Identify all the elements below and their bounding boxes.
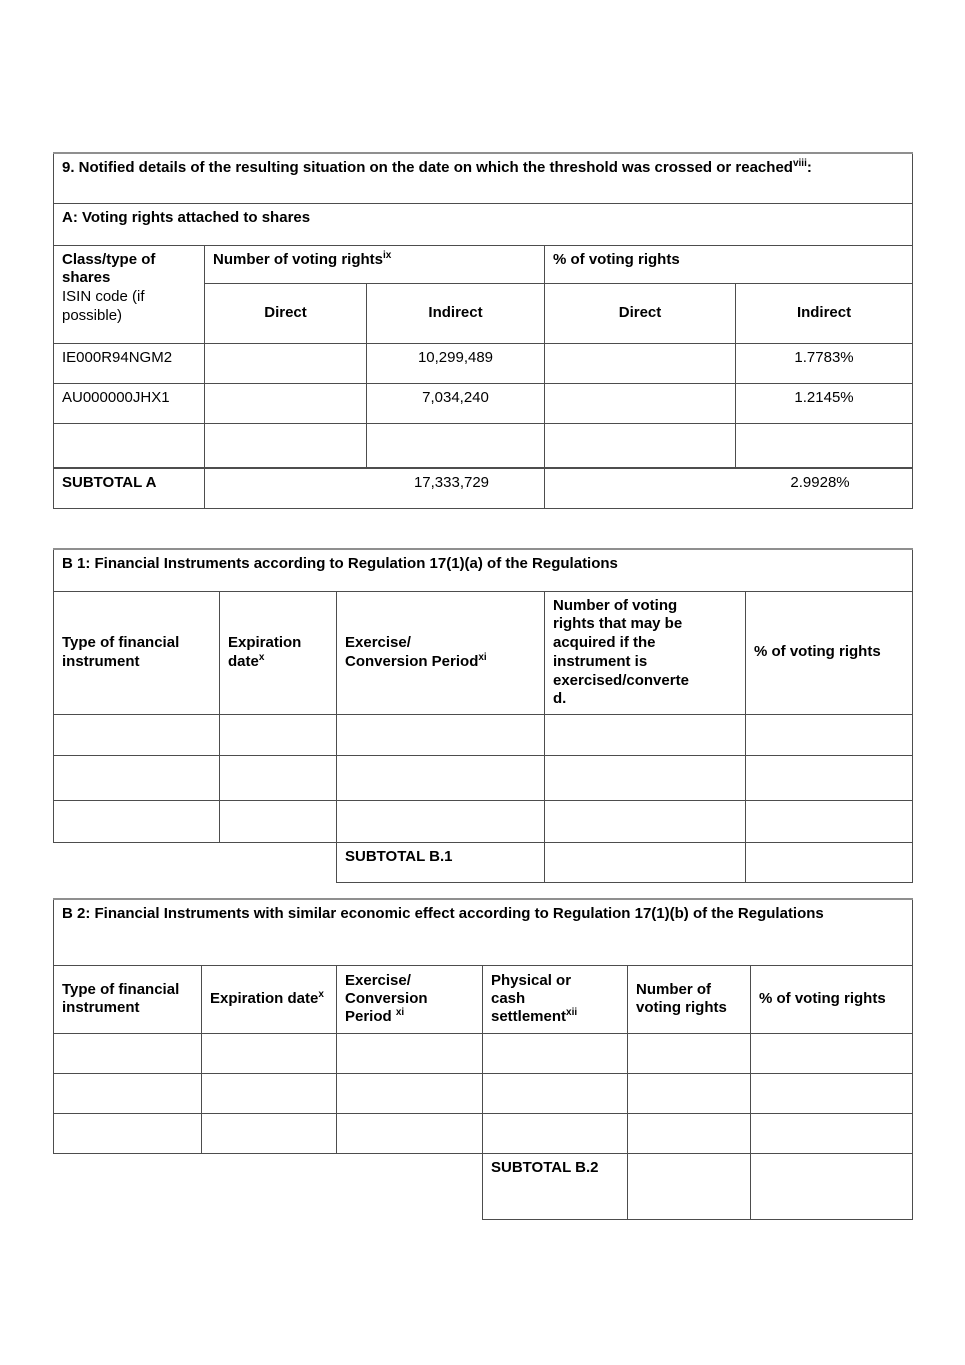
cell-type-empty bbox=[54, 715, 220, 756]
section9-title-cell bbox=[54, 153, 913, 203]
cell-number-empty bbox=[628, 1073, 751, 1113]
header-exercise-line3: Period $^{xi}$ bbox=[345, 1007, 405, 1025]
header-class-type-cell bbox=[54, 245, 205, 343]
cell-direct-percent bbox=[545, 343, 736, 383]
subtotal-b1-label: SUBTOTAL B.1 bbox=[337, 843, 545, 883]
table-a-subtitle-cell bbox=[54, 203, 913, 245]
cell-isin: IE000R94NGM2 bbox=[54, 343, 205, 383]
table-row bbox=[54, 203, 913, 245]
subtotal-a-number: 17,333,729 bbox=[205, 468, 545, 508]
cell-number-empty bbox=[545, 801, 746, 843]
cell-direct-number bbox=[205, 383, 367, 423]
cell-direct-number bbox=[205, 343, 367, 383]
cell-indirect-percent: 1.7783% bbox=[736, 343, 913, 383]
cell-direct-percent bbox=[545, 383, 736, 423]
cell-percent-empty bbox=[751, 1113, 913, 1153]
cell-number-empty bbox=[545, 715, 746, 756]
cell-type-empty bbox=[54, 1073, 202, 1113]
header-physical-cash: Physical or cash settlement$^{xii}$ bbox=[491, 972, 578, 1025]
table-row bbox=[54, 1113, 913, 1153]
header-number-acquirable: Number of voting rights that may be acquired if the instrument is exercised/converted. bbox=[553, 596, 689, 708]
table-row bbox=[54, 801, 913, 843]
footnote-ref-viii: viii bbox=[792, 158, 807, 169]
cell-exercise-empty bbox=[337, 801, 545, 843]
footnote-ref-ix: ix bbox=[383, 249, 392, 261]
subheader-direct-percent: Direct bbox=[545, 283, 736, 343]
header-percent-voting-rights: % of voting rights bbox=[746, 591, 913, 715]
header-type-instrument: Type of financial instrument bbox=[54, 965, 202, 1033]
header-expiration-date-cell bbox=[220, 591, 337, 715]
header-exercise-line2: Conversion Period$^{xi}$ bbox=[345, 651, 487, 670]
cell-type-empty bbox=[54, 1113, 202, 1153]
header-percent-voting-rights: % of voting rights bbox=[553, 250, 680, 268]
cell-isin: AU000000JHX1 bbox=[54, 383, 205, 423]
footnote-ref-xii: xii bbox=[566, 1007, 578, 1018]
header-class-type: Class/type of shares bbox=[62, 250, 156, 287]
cell-expiration-empty bbox=[220, 715, 337, 756]
table-row-subtotal-b1 bbox=[54, 843, 913, 883]
header-percent-voting-rights-cell bbox=[545, 245, 913, 283]
cell-exercise-empty bbox=[337, 756, 545, 801]
table-b1-title: B 1: Financial Instruments according to Regulation 17(1)(a) of the Regulations bbox=[62, 555, 618, 572]
header-expiration-date: Expiration date bbox=[210, 990, 319, 1007]
subheader-indirect-percent: Indirect bbox=[736, 283, 913, 343]
cell-expiration-empty bbox=[202, 1033, 337, 1073]
table-row-subtotal-b2 bbox=[54, 1153, 913, 1219]
cell-expiration-empty bbox=[202, 1113, 337, 1153]
table-row bbox=[54, 245, 913, 283]
cell-number-empty bbox=[628, 1033, 751, 1073]
footnote-ref-xi: xi bbox=[478, 651, 487, 663]
subheader-direct-number: Direct bbox=[205, 283, 367, 343]
cell-physical-empty bbox=[483, 1073, 628, 1113]
subheader-indirect-number: Indirect bbox=[367, 283, 545, 343]
table-row bbox=[54, 383, 913, 423]
header-exercise-line1: Exercise/ bbox=[345, 634, 411, 651]
cell-exercise-empty bbox=[337, 1033, 483, 1073]
cell-exercise-empty bbox=[337, 1073, 483, 1113]
subtotal-a-label: SUBTOTAL A bbox=[54, 468, 205, 508]
header-expiration-date-cell bbox=[202, 965, 337, 1033]
cell-exercise-empty bbox=[337, 1113, 483, 1153]
ghost-cell bbox=[54, 1153, 202, 1219]
subtotal-a-percent: 2.9928% bbox=[545, 468, 913, 508]
table-row bbox=[54, 549, 913, 591]
cell-type-empty bbox=[54, 801, 220, 843]
cell-isin-empty bbox=[54, 423, 205, 468]
table-b1-financial-instruments bbox=[53, 548, 913, 883]
header-exercise-line2: Conversion bbox=[345, 990, 428, 1007]
table-row bbox=[54, 423, 913, 468]
table-a-voting-rights bbox=[53, 152, 913, 509]
header-number-acquirable-cell bbox=[545, 591, 746, 715]
subtotal-b2-percent-empty bbox=[751, 1153, 913, 1219]
cell-percent-empty bbox=[751, 1033, 913, 1073]
cell-number-empty bbox=[628, 1113, 751, 1153]
header-number-voting-rights: Number of voting rights bbox=[213, 250, 383, 268]
header-physical-cash-cell bbox=[483, 965, 628, 1033]
table-row bbox=[54, 153, 913, 203]
ghost-cell bbox=[54, 843, 220, 883]
header-exercise-period-cell bbox=[337, 965, 483, 1033]
table-row bbox=[54, 1033, 913, 1073]
footnote-ref-xi: xi bbox=[395, 1007, 405, 1018]
section9-title-colon: : bbox=[806, 159, 812, 176]
cell-percent-empty bbox=[746, 756, 913, 801]
cell-physical-empty bbox=[483, 1033, 628, 1073]
subtotal-b1-percent-empty bbox=[746, 843, 913, 883]
cell-indirect-percent: 1.2145% bbox=[736, 383, 913, 423]
table-row bbox=[54, 343, 913, 383]
table-row bbox=[54, 591, 913, 715]
cell-indirect-percent-empty bbox=[736, 423, 913, 468]
table-b2-title-cell bbox=[54, 899, 913, 965]
cell-percent-empty bbox=[751, 1073, 913, 1113]
table-row bbox=[54, 1073, 913, 1113]
table-row bbox=[54, 899, 913, 965]
cell-percent-empty bbox=[746, 715, 913, 756]
cell-type-empty bbox=[54, 1033, 202, 1073]
section9-title: 9. Notified details of the resulting situation on the date on which the threshold was crossed or reached bbox=[62, 159, 793, 176]
cell-type-empty bbox=[54, 756, 220, 801]
ghost-cell bbox=[202, 1153, 337, 1219]
cell-percent-empty bbox=[746, 801, 913, 843]
cell-direct-percent-empty bbox=[545, 423, 736, 468]
ghost-cell bbox=[220, 843, 337, 883]
cell-physical-empty bbox=[483, 1113, 628, 1153]
cell-indirect-number: 7,034,240 bbox=[367, 383, 545, 423]
header-expiration-date: Expiration date bbox=[228, 634, 302, 670]
ghost-cell bbox=[337, 1153, 483, 1219]
cell-expiration-empty bbox=[220, 756, 337, 801]
header-number-voting-rights-cell bbox=[205, 245, 545, 283]
cell-indirect-number-empty bbox=[367, 423, 545, 468]
table-a-subtitle: A: Voting rights attached to shares bbox=[62, 208, 311, 226]
table-b1-title-cell bbox=[54, 549, 913, 591]
cell-exercise-empty bbox=[337, 715, 545, 756]
subtotal-b2-label: SUBTOTAL B.2 bbox=[483, 1153, 628, 1219]
header-exercise-period-cell bbox=[337, 591, 545, 715]
footnote-ref-x: x bbox=[258, 651, 265, 663]
table-b2-financial-instruments bbox=[53, 898, 913, 1220]
cell-expiration-empty bbox=[220, 801, 337, 843]
table-b2-title: B 2: Financial Instruments with similar economic effect according to Regulation 17(1)(b) of the Regulations bbox=[62, 905, 824, 922]
cell-direct-number-empty bbox=[205, 423, 367, 468]
subtotal-b2-number-empty bbox=[628, 1153, 751, 1219]
table-row bbox=[54, 965, 913, 1033]
table-row bbox=[54, 715, 913, 756]
header-isin-code: ISIN code (if possible) bbox=[62, 288, 145, 324]
cell-indirect-number: 10,299,489 bbox=[367, 343, 545, 383]
header-exercise-line1: Exercise/ bbox=[345, 972, 411, 989]
table-row-subtotal-a bbox=[54, 468, 913, 508]
header-type-instrument: Type of financial instrument bbox=[54, 591, 220, 715]
subtotal-b1-number-empty bbox=[545, 843, 746, 883]
footnote-ref-x: x bbox=[318, 989, 324, 1000]
cell-number-empty bbox=[545, 756, 746, 801]
cell-expiration-empty bbox=[202, 1073, 337, 1113]
header-percent-voting-rights: % of voting rights bbox=[751, 965, 913, 1033]
header-number-voting-rights: Number of voting rights bbox=[628, 965, 751, 1033]
table-row bbox=[54, 756, 913, 801]
